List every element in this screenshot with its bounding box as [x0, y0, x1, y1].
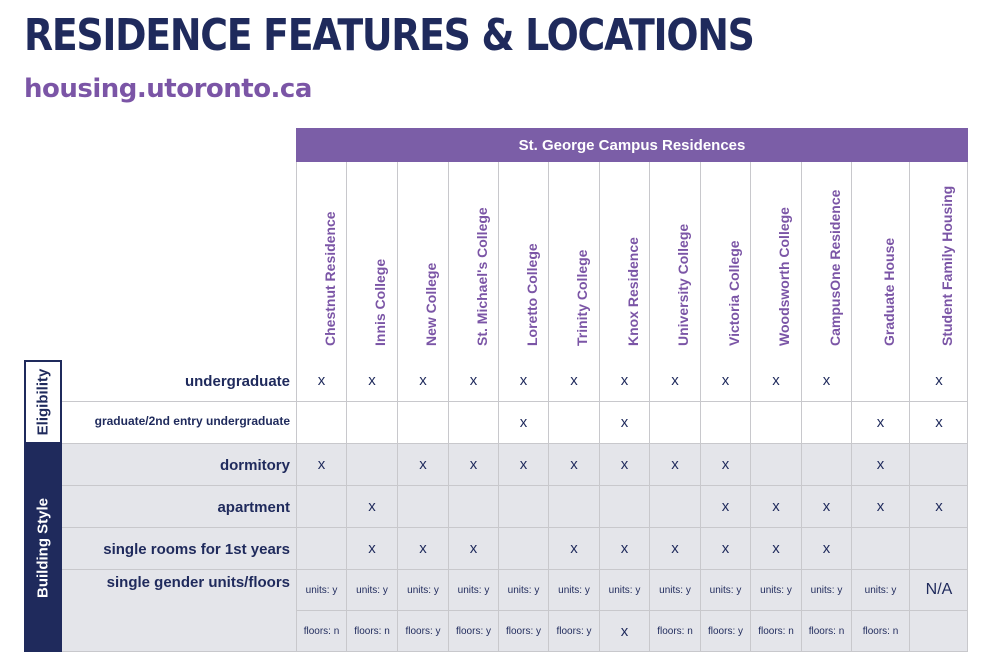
- table-cell: x: [397, 360, 448, 402]
- table-cell: floors: y: [448, 611, 498, 652]
- table-cell: x: [801, 486, 851, 528]
- table-cell: units: y: [750, 570, 801, 611]
- table-cell: floors: n: [296, 611, 346, 652]
- table-cell: [599, 486, 649, 528]
- table-cell: x: [599, 528, 649, 570]
- table-cell: x: [649, 528, 700, 570]
- table-cell: units: y: [801, 570, 851, 611]
- table-cell: units: y: [397, 570, 448, 611]
- table-cell: x: [448, 360, 498, 402]
- table-right-border: [967, 360, 968, 652]
- table-cell: x: [346, 528, 397, 570]
- table-cell: x: [750, 486, 801, 528]
- campus-header: St. George Campus Residences: [296, 128, 968, 162]
- table-cell: [397, 486, 448, 528]
- table-cell: x: [909, 486, 968, 528]
- table-cell: x: [801, 528, 851, 570]
- table-cell: floors: y: [498, 611, 548, 652]
- table-cell: [397, 402, 448, 444]
- table-cell: [700, 402, 750, 444]
- table-cell: [649, 402, 700, 444]
- table-cell: [296, 402, 346, 444]
- table-cell: [296, 528, 346, 570]
- table-cell: x: [750, 360, 801, 402]
- table-cell: x: [498, 402, 548, 444]
- table-cell: units: y: [448, 570, 498, 611]
- table-cell: x: [700, 486, 750, 528]
- table-cell: [909, 444, 968, 486]
- table-cell: x: [750, 528, 801, 570]
- table-cell: x: [599, 360, 649, 402]
- eligibility-section-label: Eligibility: [24, 360, 62, 444]
- table-cell: x: [851, 402, 909, 444]
- table-cell: x: [548, 528, 599, 570]
- table-cell: floors: n: [801, 611, 851, 652]
- row-label: graduate/2nd entry undergraduate: [62, 402, 296, 444]
- table-cell: x: [851, 486, 909, 528]
- table-cell: x: [397, 528, 448, 570]
- table-cell: x: [801, 360, 851, 402]
- column-header: Graduate House: [851, 162, 909, 360]
- page-title: RESIDENCE FEATURES & LOCATIONS: [24, 10, 754, 61]
- table-cell: [548, 486, 599, 528]
- column-header: Woodsworth College: [750, 162, 801, 360]
- table-cell: floors: n: [851, 611, 909, 652]
- table-cell: [851, 360, 909, 402]
- table-cell: floors: y: [548, 611, 599, 652]
- column-header: Victoria College: [700, 162, 750, 360]
- table-cell: floors: n: [649, 611, 700, 652]
- table-cell: [498, 486, 548, 528]
- table-cell: x: [649, 360, 700, 402]
- table-cell: x: [397, 444, 448, 486]
- table-cell: x: [346, 360, 397, 402]
- row-label: single rooms for 1st years: [62, 528, 296, 570]
- column-header: Innis College: [346, 162, 397, 360]
- table-cell: [296, 486, 346, 528]
- table-cell: x: [599, 444, 649, 486]
- table-cell: units: y: [296, 570, 346, 611]
- table-cell: [498, 528, 548, 570]
- website-url[interactable]: housing.utoronto.ca: [24, 74, 312, 104]
- building-style-section-label: Building Style: [24, 444, 62, 652]
- table-cell: floors: y: [397, 611, 448, 652]
- table-cell: units: y: [851, 570, 909, 611]
- column-header: Student Family Housing: [909, 162, 968, 360]
- table-cell: x: [700, 360, 750, 402]
- table-cell: floors: n: [750, 611, 801, 652]
- column-header: CampusOne Residence: [801, 162, 851, 360]
- column-header: Loretto College: [498, 162, 548, 360]
- table-cell: x: [296, 444, 346, 486]
- column-header: Chestnut Residence: [296, 162, 346, 360]
- table-cell: units: y: [649, 570, 700, 611]
- table-cell: [801, 402, 851, 444]
- row-label: dormitory: [62, 444, 296, 486]
- column-header: New College: [397, 162, 448, 360]
- table-cell: units: y: [599, 570, 649, 611]
- row-label: apartment: [62, 486, 296, 528]
- table-cell: x: [296, 360, 346, 402]
- table-cell: x: [548, 360, 599, 402]
- table-cell: [909, 611, 968, 652]
- table-cell: x: [498, 360, 548, 402]
- table-cell: x: [599, 402, 649, 444]
- column-header: St. Michael's College: [448, 162, 498, 360]
- table-cell: units: y: [498, 570, 548, 611]
- table-cell: [548, 402, 599, 444]
- table-cell: x: [448, 528, 498, 570]
- table-cell: x: [909, 360, 968, 402]
- table-cell: x: [700, 528, 750, 570]
- row-label: undergraduate: [62, 360, 296, 402]
- table-cell: [346, 444, 397, 486]
- table-cell: [448, 486, 498, 528]
- column-header: Knox Residence: [599, 162, 649, 360]
- table-cell: [346, 402, 397, 444]
- row-label: single gender units/floors: [62, 570, 296, 652]
- column-header: University College: [649, 162, 700, 360]
- table-cell: N/A: [909, 570, 968, 611]
- table-cell: [448, 402, 498, 444]
- table-cell: floors: n: [346, 611, 397, 652]
- table-cell: [750, 444, 801, 486]
- table-cell: x: [851, 444, 909, 486]
- table-cell: x: [498, 444, 548, 486]
- table-cell: x: [346, 486, 397, 528]
- table-cell: x: [700, 444, 750, 486]
- table-cell: units: y: [346, 570, 397, 611]
- table-cell: [801, 444, 851, 486]
- table-cell: x: [548, 444, 599, 486]
- table-cell: units: y: [548, 570, 599, 611]
- table-cell: x: [649, 444, 700, 486]
- table-cell: [851, 528, 909, 570]
- table-cell: x: [599, 611, 649, 652]
- table-cell: [909, 528, 968, 570]
- table-cell: floors: y: [700, 611, 750, 652]
- table-cell: [750, 402, 801, 444]
- table-cell: [649, 486, 700, 528]
- table-cell: x: [909, 402, 968, 444]
- table-cell: units: y: [700, 570, 750, 611]
- table-cell: x: [448, 444, 498, 486]
- column-header: Trinity College: [548, 162, 599, 360]
